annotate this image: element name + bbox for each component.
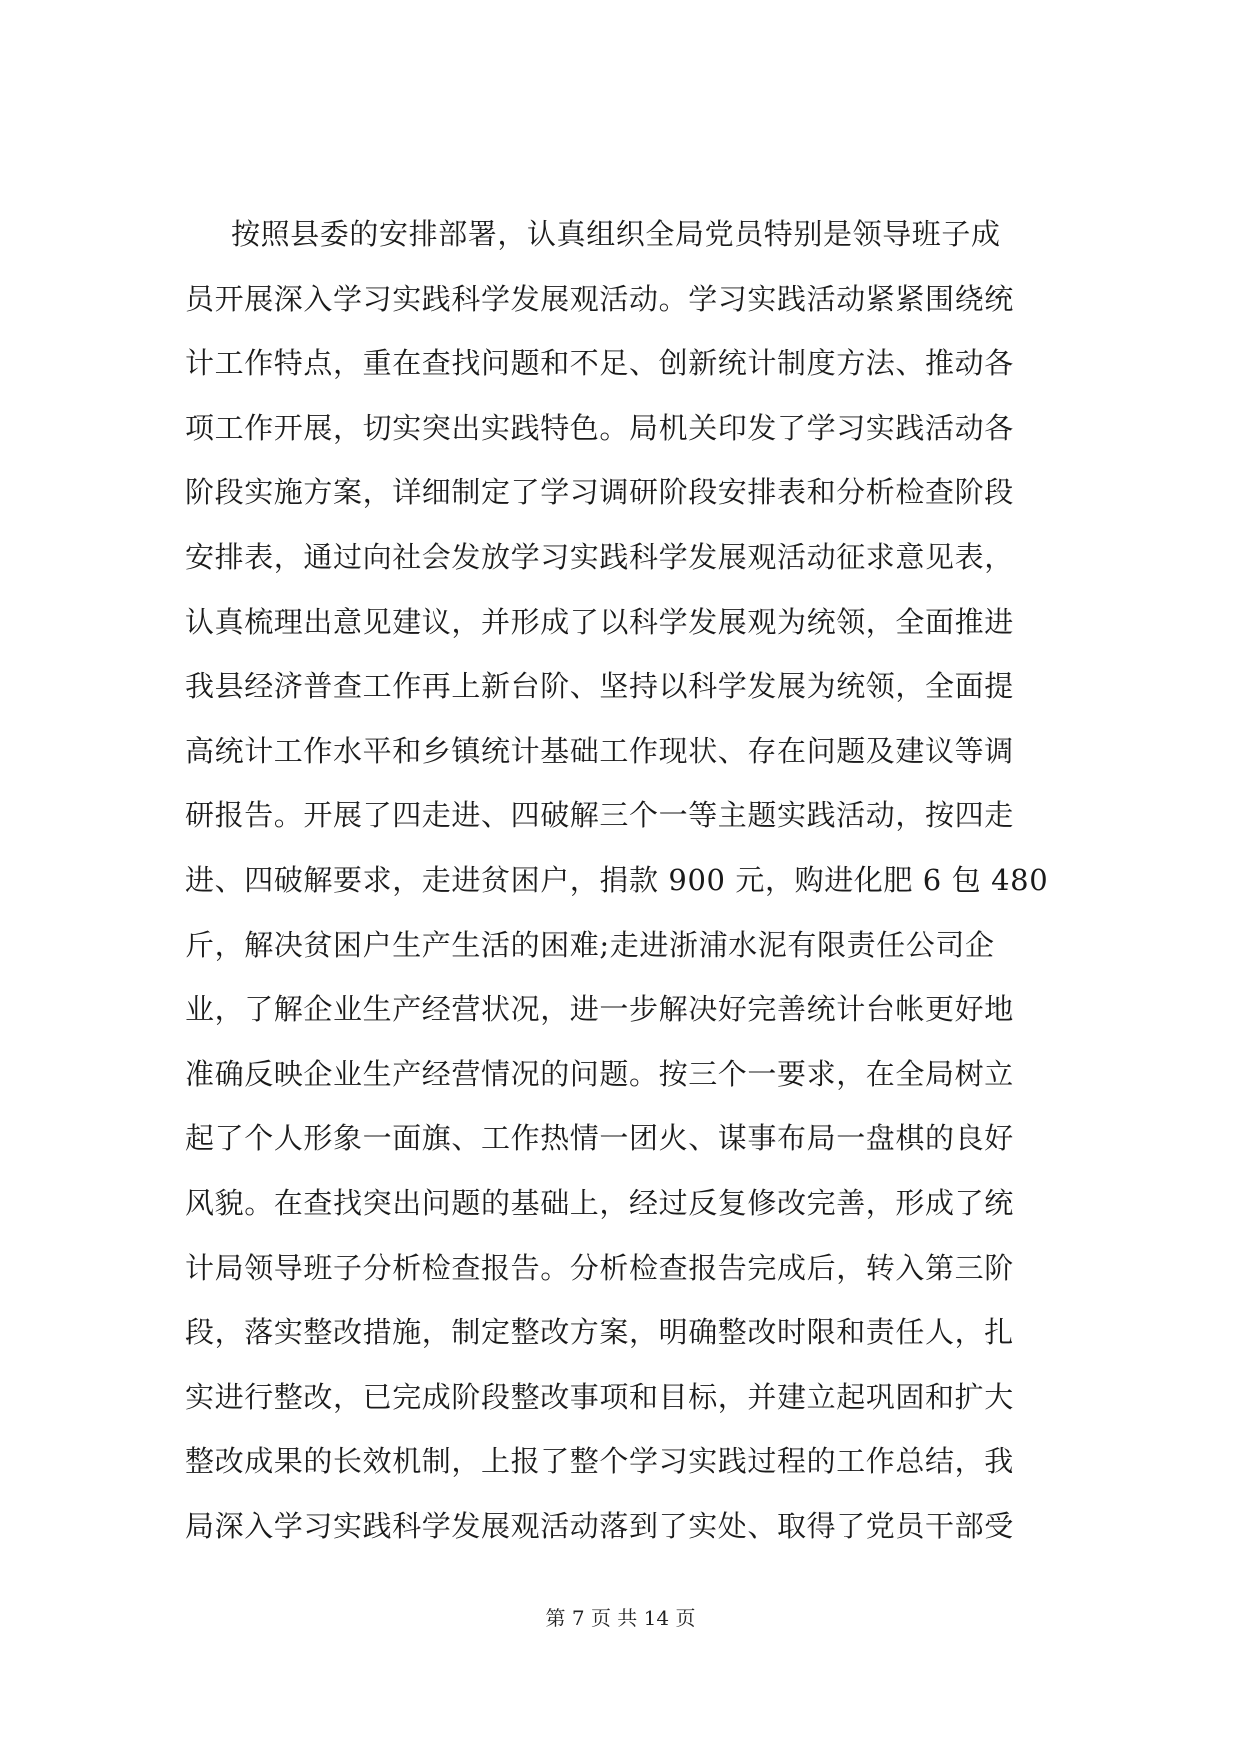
text-line: 进、四破解要求，走进贫困户，捐款 900 元，购进化肥 6 包 480	[185, 862, 1049, 897]
text-line: 起了个人形象一面旗、工作热情一团火、谋事布局一盘棋的良好	[185, 1121, 1014, 1156]
text-line: 斤，解决贫困户生产生活的困难;走进浙浦水泥有限责任公司企	[185, 927, 995, 962]
text-line: 计局领导班子分析检查报告。分析检查报告完成后，转入第三阶	[185, 1250, 1014, 1285]
text-line: 项工作开展，切实突出实践特色。局机关印发了学习实践活动各	[185, 410, 1014, 445]
text-line: 高统计工作水平和乡镇统计基础工作现状、存在问题及建议等调	[185, 733, 1014, 768]
text-line: 段，落实整改措施，制定整改方案，明确整改时限和责任人，扎	[185, 1315, 1014, 1350]
text-line: 阶段实施方案，详细制定了学习调研阶段安排表和分析检查阶段	[185, 475, 1014, 510]
text-line: 研报告。开展了四走进、四破解三个一等主题实践活动，按四走	[185, 798, 1014, 833]
body-paragraph	[185, 202, 1085, 1558]
text-line: 认真梳理出意见建议，并形成了以科学发展观为统领，全面推进	[185, 604, 1014, 639]
text-line: 整改成果的长效机制，上报了整个学习实践过程的工作总结，我	[185, 1444, 1014, 1479]
text-line: 按照县委的安排部署，认真组织全局党员特别是领导班子成	[231, 217, 1001, 251]
text-line: 实进行整改，已完成阶段整改事项和目标，并建立起巩固和扩大	[185, 1379, 1014, 1414]
text-line: 我县经济普查工作再上新台阶、坚持以科学发展为统领，全面提	[185, 669, 1014, 704]
text-line: 计工作特点，重在查找问题和不足、创新统计制度方法、推动各	[185, 346, 1014, 381]
page-number-footer: 第 7 页 共 14 页	[545, 1606, 696, 1630]
text-line: 准确反映企业生产经营情况的问题。按三个一要求，在全局树立	[185, 1056, 1014, 1091]
text-line: 业，了解企业生产经营状况，进一步解决好完善统计台帐更好地	[185, 992, 1014, 1027]
text-line: 员开展深入学习实践科学发展观活动。学习实践活动紧紧围绕统	[185, 281, 1014, 316]
text-line: 局深入学习实践科学发展观活动落到了实处、取得了党员干部受	[185, 1508, 1014, 1543]
text-line: 风貌。在查找突出问题的基础上，经过反复修改完善，形成了统	[185, 1185, 1014, 1220]
text-line: 安排表，通过向社会发放学习实践科学发展观活动征求意见表，	[185, 539, 1014, 574]
